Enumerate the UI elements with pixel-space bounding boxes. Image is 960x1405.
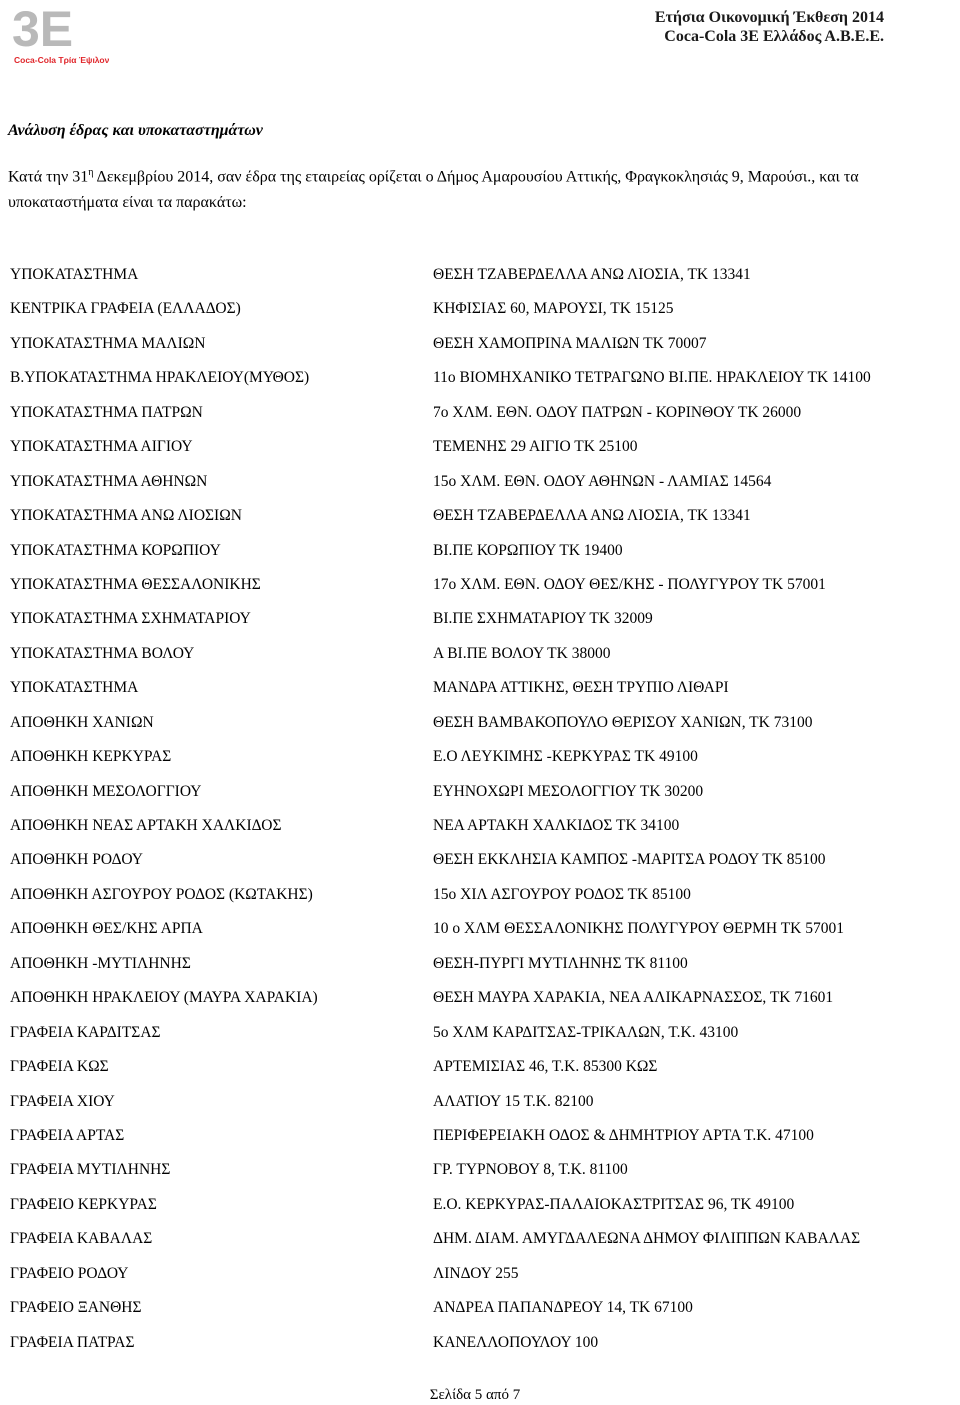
- branch-name: ΥΠΟΚΑΤΑΣΤΗΜΑ ΘΕΣΣΑΛΟΝΙΚΗΣ: [10, 575, 261, 593]
- branch-name: ΑΠΟΘΗΚΗ ΑΣΓΟΥΡΟΥ ΡΟΔΟΣ (ΚΩΤΑΚΗΣ): [10, 885, 313, 903]
- branch-row: [0, 402, 960, 436]
- branch-name: ΓΡΑΦΕΙΑ ΑΡΤΑΣ: [10, 1126, 125, 1144]
- branch-address: 10 ο ΧΛΜ ΘΕΣΣΑΛΟΝΙΚΗΣ ΠΟΛΥΓΥΡΟΥ ΘΕΡΜΗ ΤΚ 57001: [433, 920, 844, 938]
- branch-row: [0, 987, 960, 1021]
- logo-mark: 3E: [12, 2, 74, 57]
- report-header: [655, 8, 884, 46]
- branch-row: [0, 677, 960, 711]
- branch-row: [0, 333, 960, 367]
- branch-row: [0, 1022, 960, 1056]
- branch-name: ΥΠΟΚΑΤΑΣΤΗΜΑ ΑΘΗΝΩΝ: [10, 472, 208, 490]
- branch-row: [0, 712, 960, 746]
- branch-row: [0, 540, 960, 574]
- branch-address: Ε.Ο. ΚΕΡΚΥΡΑΣ-ΠΑΛΑΙΟΚΑΣΤΡΙΤΣΑΣ 96, ΤΚ 49100: [433, 1195, 795, 1213]
- branch-row: [0, 1263, 960, 1297]
- branch-address: Ε.Ο ΛΕΥΚΙΜΗΣ -ΚΕΡΚΥΡΑΣ ΤΚ 49100: [433, 748, 698, 766]
- branch-name: ΥΠΟΚΑΤΑΣΤΗΜΑ ΑΝΩ ΛΙΟΣΙΩΝ: [10, 507, 242, 525]
- branch-address: ΑΝΔΡΕΑ ΠΑΠΑΝΔΡΕΟΥ 14, ΤΚ 67100: [433, 1299, 693, 1317]
- branch-address: ΝΕΑ ΑΡΤΑΚΗ ΧΑΛΚΙΔΟΣ ΤΚ 34100: [433, 817, 680, 834]
- intro-text-start: Κατά την 31: [8, 168, 89, 186]
- branch-name: ΓΡΑΦΕΙΟ ΡΟΔΟΥ: [10, 1264, 129, 1282]
- branch-row: [0, 643, 960, 677]
- branch-address: ΘΕΣΗ-ΠΥΡΓΙ ΜΥΤΙΛΗΝΗΣ ΤΚ 81100: [433, 954, 688, 972]
- branch-row: [0, 1228, 960, 1262]
- branch-row: [0, 298, 960, 332]
- branch-name: ΥΠΟΚΑΤΑΣΤΗΜΑ ΑΙΓΙΟΥ: [10, 438, 193, 456]
- page-number: Σελίδα 5 από 7: [429, 1387, 521, 1403]
- intro-paragraph: [8, 160, 908, 216]
- branch-address: ΠΕΡΙΦΕΡΕΙΑΚΗ ΟΔΟΣ & ΔΗΜΗΤΡΙΟΥ ΑΡΤΑ Τ.Κ. 47100: [433, 1126, 814, 1144]
- branch-address: 15ο ΧΛΜ. ΕΘΝ. ΟΔΟΥ ΑΘΗΝΩΝ - ΛΑΜΙΑΣ 14564: [433, 472, 772, 490]
- branch-row: [0, 608, 960, 642]
- company-logo: [8, 2, 120, 66]
- branch-row: [0, 849, 960, 883]
- branch-list: [0, 264, 960, 1366]
- branch-address: ΛΙΝΔΟΥ 255: [433, 1264, 519, 1282]
- branch-name: ΥΠΟΚΑΤΑΣΤΗΜΑ ΠΑΤΡΩΝ: [10, 403, 203, 421]
- branch-address: ΘΕΣΗ ΧΑΜΟΠΡΙΝΑ ΜΑΛΙΩΝ ΤΚ 70007: [433, 334, 707, 352]
- branch-name: ΓΡΑΦΕΙΑ ΜΥΤΙΛΗΝΗΣ: [10, 1161, 171, 1179]
- branch-name: ΑΠΟΘΗΚΗ ΡΟΔΟΥ: [10, 851, 143, 869]
- branch-address: 17ο ΧΛΜ. ΕΘΝ. ΟΔΟΥ ΘΕΣ/ΚΗΣ - ΠΟΛΥΓΥΡΟΥ ΤΚ 57001: [433, 575, 826, 593]
- branch-row: [0, 1194, 960, 1228]
- branch-address: ΒΙ.ΠΕ ΚΟΡΩΠΙΟΥ ΤΚ 19400: [433, 541, 623, 559]
- logo-caption: Coca-Cola Τρία Έψιλον: [14, 55, 110, 65]
- branch-row: [0, 918, 960, 952]
- branch-name: ΓΡΑΦΕΙΟ ΚΕΡΚΥΡΑΣ: [10, 1195, 157, 1213]
- branch-row: [0, 1125, 960, 1159]
- branch-row: [0, 1297, 960, 1331]
- branch-name: ΥΠΟΚΑΤΑΣΤΗΜΑ: [10, 266, 139, 283]
- branch-row: [0, 505, 960, 539]
- branch-name: ΑΠΟΘΗΚΗ ΧΑΝΙΩΝ: [10, 713, 154, 731]
- report-title: Ετήσια Οικονομική Έκθεση 2014: [654, 9, 884, 26]
- branch-row: [0, 264, 960, 298]
- branch-name: ΑΠΟΘΗΚΗ -ΜΥΤΙΛΗΝΗΣ: [10, 954, 191, 972]
- branch-name: ΑΠΟΘΗΚΗ ΚΕΡΚΥΡΑΣ: [10, 748, 172, 766]
- branch-address: ΕΥΗΝΟΧΩΡΙ ΜΕΣΟΛΟΓΓΙΟΥ ΤΚ 30200: [433, 782, 704, 800]
- branch-name: ΑΠΟΘΗΚΗ ΗΡΑΚΛΕΙΟΥ (ΜΑΥΡΑ ΧΑΡΑΚΙΑ): [10, 989, 318, 1007]
- company-name: Coca-Cola 3Ε Ελλάδος Α.Β.Ε.Ε.: [664, 28, 884, 45]
- branch-name: ΓΡΑΦΕΙΟ ΞΑΝΘΗΣ: [10, 1299, 142, 1317]
- branch-name: ΑΠΟΘΗΚΗ ΘΕΣ/ΚΗΣ ΑΡΠΑ: [10, 920, 203, 938]
- branch-address: ΑΡΤΕΜΙΣΙΑΣ 46, Τ.Κ. 85300 ΚΩΣ: [433, 1058, 658, 1076]
- branch-row: [0, 781, 960, 815]
- branch-name: ΓΡΑΦΕΙΑ ΚΑΒΑΛΑΣ: [10, 1230, 153, 1248]
- branch-address: ΔΗΜ. ΔΙΑΜ. ΑΜΥΓΔΑΛΕΩΝΑ ΔΗΜΟΥ ΦΙΛΙΠΠΩΝ ΚΑΒΑΛΑΣ: [433, 1230, 861, 1248]
- branch-address: ΘΕΣΗ ΤΖΑΒΕΡΔΕΛΛΑ ΑΝΩ ΛΙΟΣΙΑ, ΤΚ 13341: [433, 507, 751, 525]
- branch-name: ΥΠΟΚΑΤΑΣΤΗΜΑ ΜΑΛΙΩΝ: [10, 334, 206, 352]
- branch-address: ΚΑΝΕΛΛΟΠΟΥΛΟΥ 100: [433, 1333, 599, 1351]
- section-title: Ανάλυση έδρας και υποκαταστημάτων: [8, 122, 263, 139]
- intro-superscript: η: [88, 167, 94, 178]
- branch-address: ΒΙ.ΠΕ ΣΧΗΜΑΤΑΡΙΟΥ ΤΚ 32009: [433, 610, 653, 628]
- branch-address: ΜΑΝΔΡΑ ΑΤΤΙΚΗΣ, ΘΕΣΗ ΤΡΥΠΙΟ ΛΙΘΑΡΙ: [433, 679, 729, 697]
- branch-name: ΑΠΟΘΗΚΗ ΝΕΑΣ ΑΡΤΑΚΗ ΧΑΛΚΙΔΟΣ: [10, 817, 282, 834]
- branch-name: ΥΠΟΚΑΤΑΣΤΗΜΑ ΒΟΛΟΥ: [10, 644, 195, 662]
- branch-address: ΑΛΑΤΙΟΥ 15 Τ.Κ. 82100: [433, 1092, 594, 1110]
- branch-address: 15ο ΧΙΛ ΑΣΓΟΥΡΟΥ ΡΟΔΟΣ ΤΚ 85100: [433, 885, 691, 903]
- branch-name: Β.ΥΠΟΚΑΤΑΣΤΗΜΑ ΗΡΑΚΛΕΙΟΥ(ΜΥΘΟΣ): [10, 369, 310, 387]
- branch-row: [0, 815, 960, 849]
- branch-name: ΓΡΑΦΕΙΑ ΧΙΟΥ: [10, 1092, 115, 1110]
- branch-row: [0, 746, 960, 780]
- branch-address: ΘΕΣΗ ΜΑΥΡΑ ΧΑΡΑΚΙΑ, ΝΕΑ ΑΛΙΚΑΡΝΑΣΣΟΣ, ΤΚ 71601: [433, 989, 834, 1007]
- branch-row: [0, 436, 960, 470]
- branch-address: ΘΕΣΗ ΒΑΜΒΑΚΟΠΟΥΛΟ ΘΕΡΙΣΟΥ ΧΑΝΙΩΝ, ΤΚ 73100: [433, 713, 813, 731]
- branch-name: ΓΡΑΦΕΙΑ ΚΩΣ: [10, 1058, 109, 1076]
- branch-name: ΥΠΟΚΑΤΑΣΤΗΜΑ: [10, 679, 139, 697]
- intro-text-end: Δεκεμβρίου 2014, σαν έδρα της εταιρείας ορίζεται ο Δήμος Αμαρουσίου Αττικής, Φραγκοκλησιάς 9, Μαρούσι., και τα υποκαταστήματα είναι τα παρακάτω:: [8, 168, 859, 212]
- branch-row: [0, 953, 960, 987]
- branch-row: [0, 1332, 960, 1366]
- branch-address: 11ο ΒΙΟΜΗΧΑΝΙΚΟ ΤΕΤΡΑΓΩΝΟ ΒΙ.ΠΕ. ΗΡΑΚΛΕΙΟΥ ΤΚ 14100: [433, 369, 871, 387]
- branch-name: ΥΠΟΚΑΤΑΣΤΗΜΑ ΚΟΡΩΠΙΟΥ: [10, 541, 221, 559]
- branch-row: [0, 1056, 960, 1090]
- branch-address: 5ο ΧΛΜ ΚΑΡΔΙΤΣΑΣ-ΤΡΙΚΑΛΩΝ, Τ.Κ. 43100: [433, 1023, 739, 1041]
- branch-address: ΓΡ. ΤΥΡΝΟΒΟΥ 8, Τ.Κ. 81100: [433, 1161, 628, 1179]
- branch-name: ΓΡΑΦΕΙΑ ΚΑΡΔΙΤΣΑΣ: [10, 1023, 161, 1041]
- branch-name: ΥΠΟΚΑΤΑΣΤΗΜΑ ΣΧΗΜΑΤΑΡΙΟΥ: [10, 610, 251, 628]
- branch-row: [0, 884, 960, 918]
- branch-address: ΚΗΦΙΣΙΑΣ 60, ΜΑΡΟΥΣΙ, ΤΚ 15125: [433, 300, 674, 318]
- branch-row: [0, 1091, 960, 1125]
- branch-row: [0, 574, 960, 608]
- branch-row: [0, 1159, 960, 1193]
- branch-address: Α ΒΙ.ΠΕ ΒΟΛΟΥ ΤΚ 38000: [433, 644, 611, 662]
- branch-name: ΑΠΟΘΗΚΗ ΜΕΣΟΛΟΓΓΙΟΥ: [10, 782, 202, 800]
- branch-address: ΘΕΣΗ ΤΖΑΒΕΡΔΕΛΛΑ ΑΝΩ ΛΙΟΣΙΑ, ΤΚ 13341: [433, 266, 751, 283]
- branch-address: 7ο ΧΛΜ. ΕΘΝ. ΟΔΟΥ ΠΑΤΡΩΝ - ΚΟΡΙΝΘΟΥ ΤΚ 26000: [433, 403, 802, 421]
- branch-address: ΘΕΣΗ ΕΚΚΛΗΣΙΑ ΚΑΜΠΟΣ -ΜΑΡΙΤΣΑ ΡΟΔΟΥ ΤΚ 85100: [433, 851, 826, 869]
- branch-row: [0, 367, 960, 401]
- branch-address: ΤΕΜΕΝΗΣ 29 ΑΙΓΙΟ ΤΚ 25100: [433, 438, 638, 456]
- branch-name: ΓΡΑΦΕΙΑ ΠΑΤΡΑΣ: [10, 1333, 135, 1351]
- branch-name: ΚΕΝΤΡΙΚΑ ΓΡΑΦΕΙΑ (ΕΛΛΑΔΟΣ): [10, 300, 241, 318]
- page-footer: [0, 1387, 960, 1404]
- branch-row: [0, 471, 960, 505]
